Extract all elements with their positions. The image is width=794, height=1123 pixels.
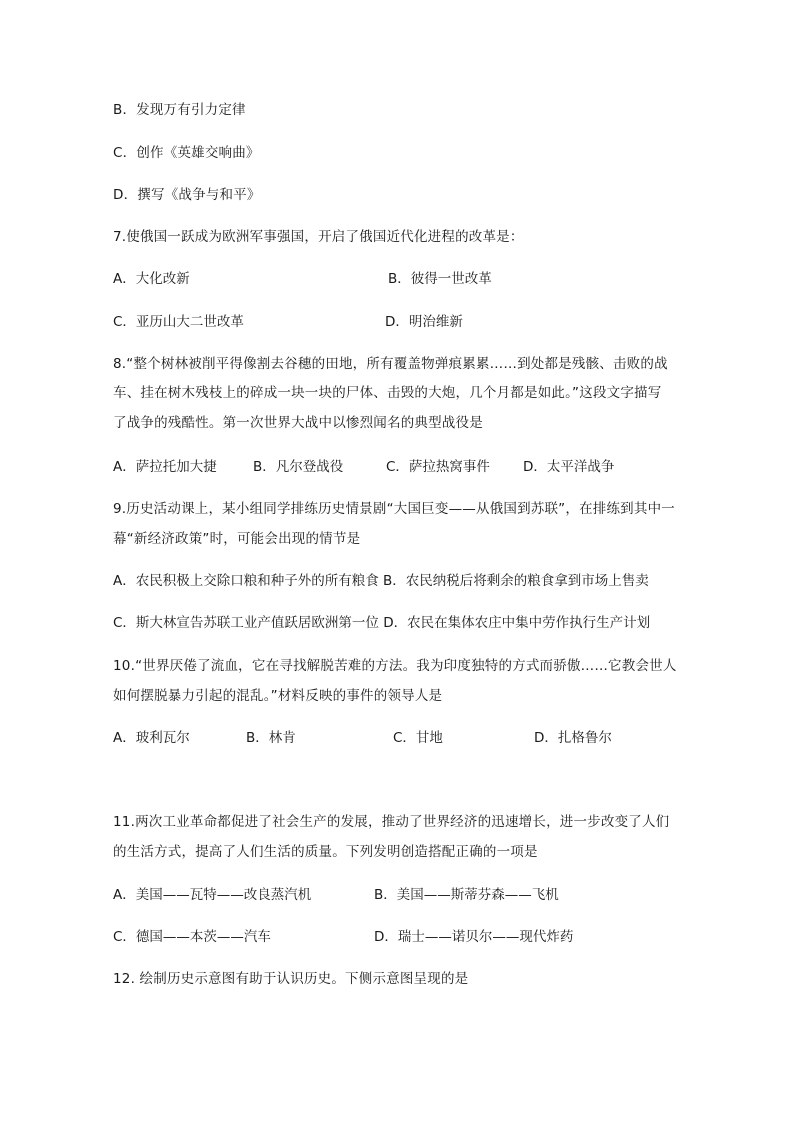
q8-option-a: A．萨拉托加大捷 <box>113 459 217 475</box>
q9-options-line-1: A．农民积极上交除口粮和种子外的所有粮食 B．农民纳税后将剩余的粮食拿到市场上售卖 <box>113 573 649 589</box>
q11-stem-line-1: 11.两次工业革命都促进了社会生产的发展，推动了世界经济的迅速增长，进一步改变了人们 <box>113 814 670 830</box>
q10-option-b: B．林肯 <box>246 730 296 746</box>
q10-option-d: D．扎格鲁尔 <box>534 730 612 746</box>
q10-stem-line-2: 如何摆脱暴力引起的混乱。”材料反映的事件的领导人是 <box>113 688 443 704</box>
q9-options-line-2: C．斯大林宣告苏联工业产值跃居欧洲第一位 D．农民在集体农庄中集中劳作执行生产计划 <box>113 615 651 631</box>
q6-option-b: B．发现万有引力定律 <box>113 102 246 118</box>
q11-option-c: C．德国——本茨——汽车 <box>113 929 271 945</box>
q12-stem: 12. 绘制历史示意图有助于认识历史。下侧示意图呈现的是 <box>113 971 469 987</box>
q11-option-a: A．美国——瓦特——改良蒸汽机 <box>113 887 312 903</box>
q11-stem-line-2: 的生活方式，提高了人们生活的质量。下列发明创造搭配正确的一项是 <box>113 844 538 860</box>
q6-option-d: D．撰写《战争与和平》 <box>113 187 261 203</box>
q8-option-b: B．凡尔登战役 <box>253 459 344 475</box>
q9-stem-line-2: 幕“新经济政策”时，可能会出现的情节是 <box>113 531 361 547</box>
q10-option-c: C．甘地 <box>393 730 443 746</box>
q8-option-c: C．萨拉热窝事件 <box>386 459 490 475</box>
q8-stem-line-1: 8.“整个树林被削平得像割去谷穗的田地，所有覆盖物弹痕累累……到处都是残骸、击败的战 <box>113 356 668 372</box>
q7-stem: 7.使俄国一跃成为欧洲军事强国，开启了俄国近代化进程的改革是： <box>113 229 524 245</box>
q7-option-a: A．大化改新 <box>113 271 190 287</box>
q8-stem-line-3: 了战争的残酷性。第一次世界大战中以惨烈闻名的典型战役是 <box>113 415 483 431</box>
q9-stem-line-1: 9.历史活动课上，某小组同学排练历史情景剧“大国巨变——从俄国到苏联”，在排练到其中一 <box>113 501 675 517</box>
q11-option-d: D．瑞士——诺贝尔——现代炸药 <box>374 929 574 945</box>
q8-option-d: D．太平洋战争 <box>523 459 615 475</box>
q7-option-d: D．明治维新 <box>385 314 463 330</box>
q7-option-c: C．亚历山大二世改革 <box>113 314 244 330</box>
q8-stem-line-2: 车、挂在树木残枝上的碎成一块一块的尸体、击毁的大炮，几个月都是如此。”这段文字描写 <box>113 385 662 401</box>
q7-option-b: B．彼得一世改革 <box>388 271 492 287</box>
q11-option-b: B．美国——斯蒂芬森——飞机 <box>374 887 559 903</box>
q10-stem-line-1: 10.“世界厌倦了流血，它在寻找解脱苦难的方法。我为印度独特的方式而骄傲……它教会世人 <box>113 658 677 674</box>
q10-option-a: A．玻利瓦尔 <box>113 730 190 746</box>
q6-option-c: C．创作《英雄交响曲》 <box>113 145 260 161</box>
